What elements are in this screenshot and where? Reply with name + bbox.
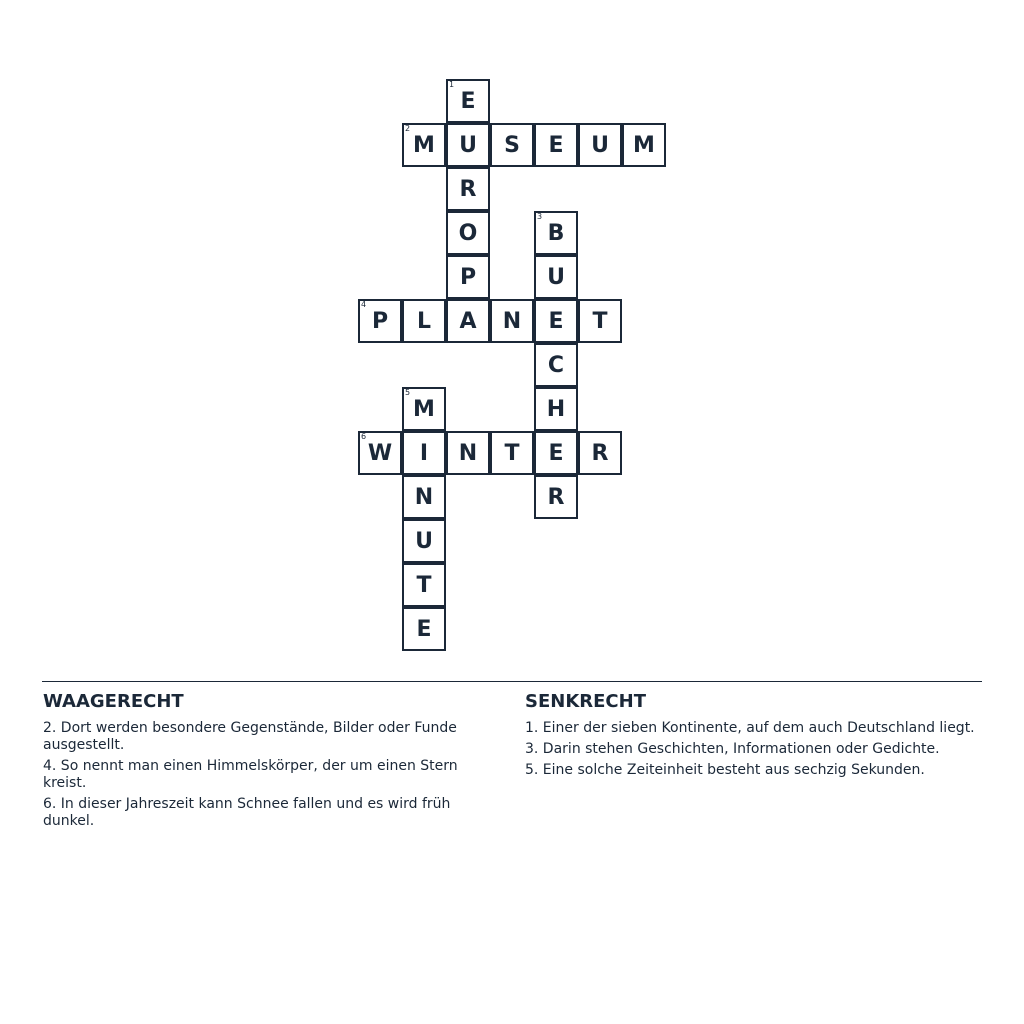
cell-letter: E: [548, 440, 564, 466]
crossword-cell[interactable]: [534, 255, 578, 299]
crossword-cell[interactable]: [402, 607, 446, 651]
crossword-cell[interactable]: [490, 123, 534, 167]
crossword-cell[interactable]: [358, 431, 402, 475]
crossword-cell[interactable]: [490, 299, 534, 343]
clue-number: 5: [405, 388, 411, 397]
clue-number: 2: [405, 124, 411, 133]
cell-letter: A: [459, 308, 477, 334]
crossword-cell[interactable]: [578, 299, 622, 343]
cell-letter: O: [458, 220, 478, 246]
across-clue: 6. In dieser Jahreszeit kann Schnee fallen und es wird früh dunkel.: [43, 796, 451, 829]
cell-letter: E: [416, 616, 432, 642]
across-clues: [43, 690, 503, 834]
cell-letter: T: [592, 308, 608, 334]
cell-letter: E: [548, 132, 564, 158]
cell-letter: P: [459, 264, 477, 290]
crossword-cell[interactable]: [534, 387, 578, 431]
down-clue: 5. Eine solche Zeiteinheit besteht aus sechzig Sekunden.: [525, 762, 925, 778]
cell-letter: E: [460, 88, 476, 114]
divider: [42, 681, 982, 682]
cell-letter: W: [367, 440, 393, 466]
crossword-cell[interactable]: [402, 387, 446, 431]
cell-letter: N: [458, 440, 478, 466]
down-heading: SENKRECHT: [525, 691, 646, 712]
cell-letter: R: [591, 440, 609, 466]
cell-letter: H: [546, 396, 566, 422]
crossword-cell[interactable]: [534, 211, 578, 255]
crossword-cell[interactable]: [446, 167, 490, 211]
crossword-cell[interactable]: [402, 299, 446, 343]
clue-number: 1: [449, 80, 455, 89]
crossword-cell[interactable]: [402, 519, 446, 563]
crossword-cell[interactable]: [446, 299, 490, 343]
across-heading: WAAGERECHT: [43, 691, 184, 712]
down-clues: [525, 690, 985, 783]
cell-letter: T: [504, 440, 520, 466]
crossword-cell[interactable]: [446, 211, 490, 255]
cell-letter: C: [547, 352, 565, 378]
cell-letter: I: [419, 440, 429, 466]
crossword-cell[interactable]: [490, 431, 534, 475]
cell-letter: M: [413, 132, 435, 158]
cell-letter: S: [504, 132, 520, 158]
crossword-cell[interactable]: [534, 431, 578, 475]
crossword-cell[interactable]: [534, 475, 578, 519]
crossword-cell[interactable]: [402, 475, 446, 519]
crossword-cell[interactable]: [446, 123, 490, 167]
cell-letter: N: [414, 484, 434, 510]
crossword-cell[interactable]: [358, 299, 402, 343]
crossword-cell[interactable]: [402, 563, 446, 607]
crossword-cell[interactable]: [402, 431, 446, 475]
cell-letter: B: [547, 220, 565, 246]
cell-letter: U: [415, 528, 433, 554]
cell-letter: M: [633, 132, 655, 158]
crossword-cell[interactable]: [402, 123, 446, 167]
crossword-cell[interactable]: [446, 255, 490, 299]
crossword-cell[interactable]: [446, 79, 490, 123]
cell-letter: L: [416, 308, 432, 334]
cell-letter: U: [459, 132, 477, 158]
across-clue: 4. So nennt man einen Himmelskörper, der um einen Stern kreist.: [43, 758, 458, 791]
cell-letter: T: [416, 572, 432, 598]
cell-letter: R: [547, 484, 565, 510]
down-clue: 1. Einer der sieben Kontinente, auf dem auch Deutschland liegt.: [525, 720, 975, 736]
cell-letter: M: [413, 396, 435, 422]
crossword-cell[interactable]: [534, 343, 578, 387]
crossword-cell[interactable]: [446, 431, 490, 475]
crossword-cell[interactable]: [534, 299, 578, 343]
cell-letter: U: [547, 264, 565, 290]
cell-letter: P: [371, 308, 389, 334]
crossword-cell[interactable]: [578, 123, 622, 167]
crossword-cell[interactable]: [622, 123, 666, 167]
down-clue: 3. Darin stehen Geschichten, Informationen oder Gedichte.: [525, 741, 940, 757]
cell-letter: E: [548, 308, 564, 334]
clue-number: 3: [537, 212, 543, 221]
clue-number: 4: [361, 300, 367, 309]
cell-letter: U: [591, 132, 609, 158]
crossword-cell[interactable]: [534, 123, 578, 167]
across-clue: 2. Dort werden besondere Gegenstände, Bilder oder Funde ausgestellt.: [43, 720, 457, 753]
crossword-cell[interactable]: [578, 431, 622, 475]
clue-number: 6: [361, 432, 367, 441]
cell-letter: R: [459, 176, 477, 202]
cell-letter: N: [502, 308, 522, 334]
